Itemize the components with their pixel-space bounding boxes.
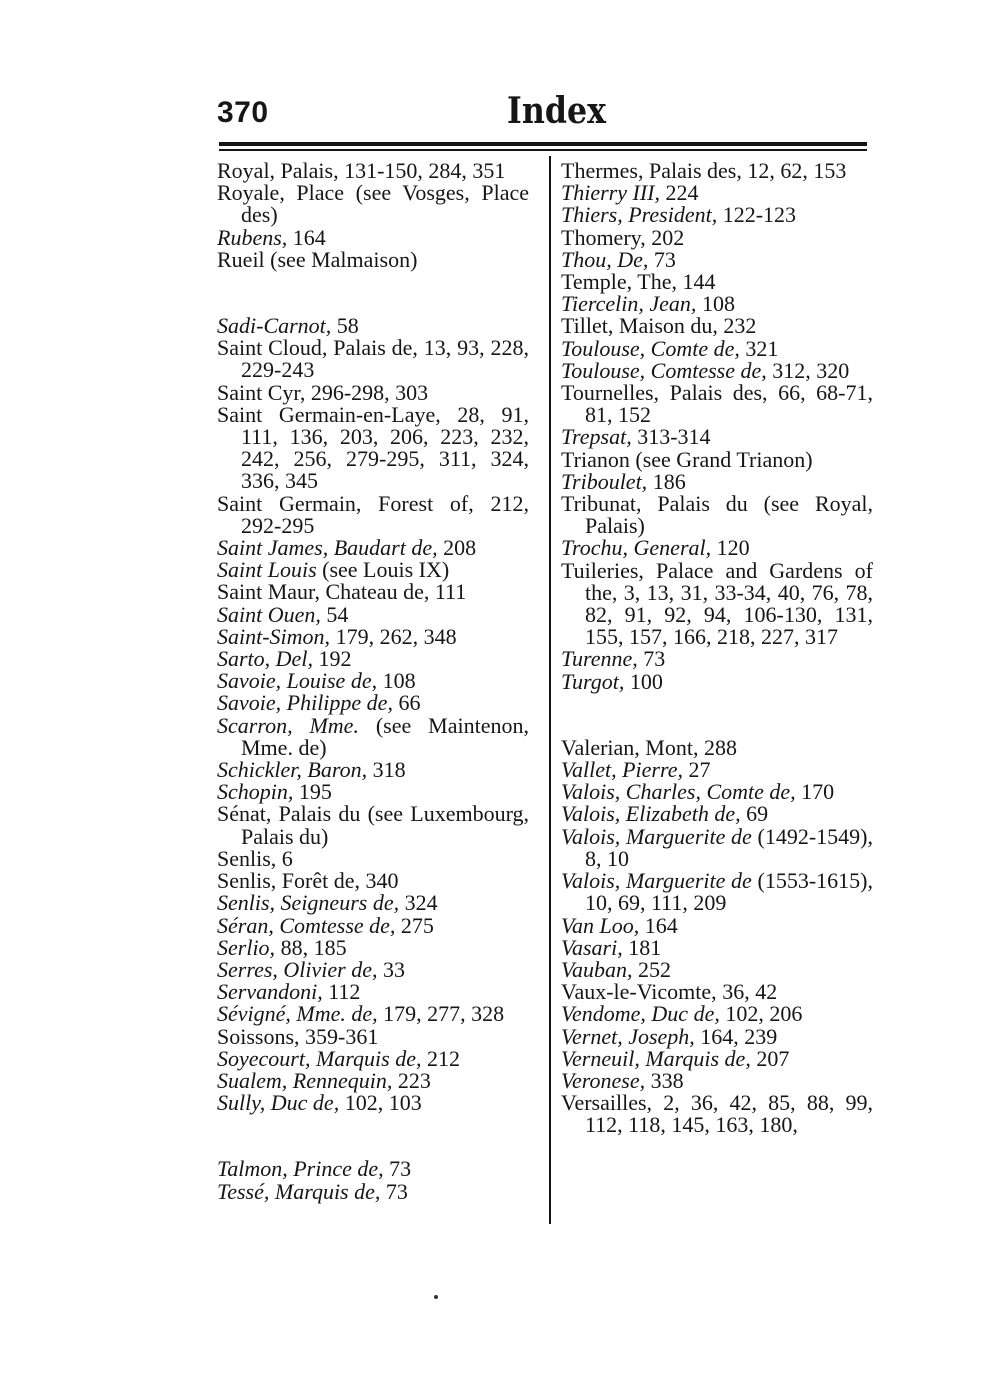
index-entry [561, 781, 873, 803]
index-entry-locator: 170 [795, 779, 835, 805]
index-entry-locator: 164, 239 [694, 1023, 778, 1049]
index-entry-locator: 321 [739, 335, 779, 361]
index-entry-heading: Valois, Elizabeth de, [561, 801, 741, 827]
index-entry-heading: Royal, Palais, [217, 158, 339, 183]
index-entry [561, 271, 873, 293]
index-entry [217, 559, 529, 581]
index-entry-heading: Scarron, Mme. [217, 712, 359, 738]
index-entry [561, 803, 873, 825]
index-entry-locator: 28, 91, 111, 136, 203, 206, 223, 232, 242, 256, 279-295, 311, 324, 336, 345 [241, 401, 529, 494]
index-entry-heading: Saint Germain-en-Laye, [217, 401, 441, 427]
index-entry [217, 981, 529, 1003]
index-entry-locator: 120 [711, 535, 750, 561]
index-entry [561, 493, 873, 537]
index-entry-heading: Triboulet, [561, 468, 648, 494]
index-entry-locator: 192 [312, 646, 352, 672]
index-entry [217, 956, 529, 982]
index-entry [561, 382, 873, 426]
index-entry-locator: 202 [645, 224, 685, 250]
index-entry-heading: Trochu, General, [561, 535, 712, 561]
index-entry [561, 537, 873, 559]
index-entry-locator: 144 [676, 269, 716, 295]
index-entry-locator: 108 [696, 291, 735, 317]
index-entry-heading: Tournelles, Palais des, [561, 380, 768, 406]
index-entry-locator: 27 [683, 757, 711, 783]
index-entry [217, 246, 529, 272]
index-entry-locator: 100 [624, 668, 663, 694]
index-entry-locator: 312, 320 [766, 357, 850, 383]
index-entry-heading: Tuileries, Palace and Gardens of the, [561, 557, 873, 605]
index-entry-locator: 275 [395, 912, 434, 938]
index-entry-heading: Vasari, [561, 934, 623, 960]
index-entry [561, 1092, 873, 1136]
index-entry [561, 956, 873, 982]
index-entry [217, 160, 529, 182]
index-entry-locator: (see Maintenon, Mme. de) [241, 712, 529, 760]
index-entry-heading: Serlio, [217, 934, 276, 960]
index-entry-locator: 54 [320, 601, 349, 627]
index-entry-locator: 164 [639, 912, 678, 938]
index-entry [217, 601, 529, 627]
index-entry-heading: Saint Cyr, [217, 379, 306, 405]
index-entry-locator: 73 [648, 246, 676, 272]
index-entry [217, 692, 529, 714]
index-entry-heading: Vendome, Duc de, [561, 1001, 720, 1027]
index-entry-locator: 212 [421, 1045, 460, 1071]
index-entry-locator: 338 [645, 1067, 684, 1093]
index-entry [217, 537, 529, 559]
index-entry-locator: 13, 93, 228, 229-243 [241, 335, 530, 383]
index-entry-locator: 195 [293, 779, 332, 805]
index-entry-locator: 324 [399, 890, 438, 916]
index-entry [217, 1178, 529, 1204]
index-entry-heading: Valois, Charles, Comte de, [561, 779, 796, 805]
index-entry [217, 845, 529, 871]
index-entry [561, 1003, 873, 1025]
index-entry-heading: Soissons, [217, 1023, 300, 1049]
index-entry-locator: 296-298, 303 [305, 379, 429, 405]
index-entry [561, 293, 873, 315]
index-entry-locator: 66, 68-71, 81, 152 [585, 380, 873, 428]
index-entry-heading: Tessé, Marquis de, [217, 1178, 381, 1204]
index-entry [561, 204, 873, 226]
index-entry-heading: Saint Louis [217, 557, 317, 583]
index-entry-heading: Saint Germain, Forest of, [217, 490, 474, 516]
index-entry-heading: Turgot, [561, 668, 625, 694]
index-entry [217, 1045, 529, 1071]
index-entry-heading: Rueil (see Malmaison) [217, 246, 418, 272]
index-entry-heading: Savoie, Louise de, [217, 668, 378, 694]
index-entry [217, 1092, 529, 1114]
index-entry [217, 1067, 529, 1093]
index-entry-heading: Tribunat, Palais du (see Royal, Palais) [561, 491, 873, 539]
index-entry [561, 734, 873, 760]
index-entry [561, 648, 873, 670]
index-entry [217, 182, 529, 226]
index-entry-locator: 73 [383, 1156, 412, 1182]
index-entry-locator: (see Louis IX) [316, 557, 450, 583]
index-entry-locator: 208 [437, 535, 477, 561]
index-entry-heading: Sadi-Carnot, [217, 313, 332, 339]
index-entry [561, 912, 873, 938]
index-entry-heading: Senlis, Seigneurs de, [217, 890, 400, 916]
index-entry-locator: 66 [392, 690, 421, 716]
index-entry [561, 426, 873, 448]
index-entry-heading: Van Loo, [561, 912, 640, 938]
index-entry [217, 1158, 529, 1180]
index-entry-locator: 33 [377, 956, 405, 982]
index-entry-locator: 232 [717, 313, 757, 339]
index-entry [561, 668, 873, 694]
index-entry [561, 160, 873, 182]
index-entry-heading: Soyecourt, Marquis de, [217, 1045, 422, 1071]
index-entry-heading: Serres, Olivier de, [217, 956, 378, 982]
index-entry-locator: 122-123 [717, 202, 797, 228]
index-entry-heading: Thierry III, [561, 180, 660, 206]
index-entry-heading: Valerian, Mont, [561, 734, 699, 760]
index-entry-locator: 73 [637, 646, 666, 672]
index-entry-heading: Saint Maur, Chateau de, [217, 579, 430, 605]
index-entry-heading: Saint James, Baudart de, [217, 535, 438, 561]
index-entry-heading: Temple, The, [561, 269, 677, 295]
index-entry-locator: 359-361 [299, 1023, 379, 1049]
index-entry-heading: Vernet, Joseph, [561, 1023, 695, 1049]
index-entry-locator: 2, 36, 42, 85, 88, 99, 112, 118, 145, 163, 180, [585, 1090, 873, 1138]
index-entry [217, 1003, 529, 1025]
print-speck [434, 1295, 438, 1299]
index-column-left [217, 160, 529, 1203]
index-entry [217, 401, 529, 494]
index-entry-locator: 58 [331, 313, 359, 339]
index-entry-locator: 102, 206 [719, 1001, 803, 1027]
index-entry-heading: Thermes, Palais des, [561, 158, 742, 183]
index-entry-locator: 212, 292-295 [241, 490, 529, 538]
index-entry-heading: Saint Ouen, [217, 601, 321, 627]
index-entry [561, 557, 873, 650]
index-entry-locator: (1553-1615), 10, 69, 111, 209 [585, 868, 873, 916]
index-entry-locator: 102, 103 [339, 1090, 422, 1116]
index-entry-heading: Trepsat, [561, 424, 632, 450]
page-title: Index [507, 90, 607, 132]
index-entry-locator: 73 [380, 1178, 408, 1204]
index-entry-locator: 88, 185 [275, 934, 347, 960]
index-entry [561, 981, 873, 1003]
index-entry-locator: 252 [632, 956, 671, 982]
index-entry-heading: Vaux-le-Vicomte, [561, 979, 717, 1005]
index-entry [561, 246, 873, 272]
index-entry-heading: Versailles, [561, 1090, 653, 1116]
index-entry-heading: Rubens, [217, 224, 288, 250]
index-entry-heading: Senlis, [217, 845, 277, 871]
index-entry [217, 315, 529, 337]
index-entry-heading: Toulouse, Comte de, [561, 335, 740, 361]
index-entry [561, 934, 873, 960]
index-entry-heading: Talmon, Prince de, [217, 1156, 384, 1182]
index-entry [217, 670, 529, 692]
index-entry-heading: Schickler, Baron, [217, 757, 368, 783]
index-entry [217, 892, 529, 914]
index-entry-locator: 207 [750, 1045, 790, 1071]
index-entry-locator: 181 [622, 934, 662, 960]
index-entry-locator: 108 [377, 668, 416, 694]
index-entry [217, 712, 529, 760]
index-entry-heading: Sénat, Palais du (see Luxembourg, Palais du) [217, 801, 529, 849]
letter-section-gap [561, 693, 873, 737]
index-entry [217, 803, 529, 847]
index-entry-locator: 112 [322, 979, 361, 1005]
index-entry-heading: Verneuil, Marquis de, [561, 1045, 751, 1071]
index-entry [217, 581, 529, 603]
index-entry [217, 623, 529, 649]
index-entry [561, 446, 873, 472]
index-entry-locator: 179, 262, 348 [330, 623, 457, 649]
index-entry [217, 379, 529, 405]
index-entry [561, 182, 873, 204]
index-entry-heading: Toulouse, Comtesse de, [561, 357, 767, 383]
index-entry-locator: 179, 277, 328 [377, 1001, 505, 1027]
index-entry-heading: Sarto, Del, [217, 646, 313, 672]
index-entry-heading: Sualem, Rennequin, [217, 1067, 393, 1093]
column-divider [549, 156, 551, 1224]
index-entry-locator: (1492-1549), 8, 10 [585, 823, 873, 871]
index-entry [561, 315, 873, 337]
index-entry [217, 490, 529, 538]
index-entry [561, 759, 873, 781]
index-entry-locator: 224 [659, 180, 699, 206]
index-entry [561, 823, 873, 871]
index-entry [217, 337, 529, 381]
index-entry-heading: Saint-Simon, [217, 623, 331, 649]
index-entry-heading: Savoie, Philippe de, [217, 690, 393, 716]
index-entry [561, 357, 873, 383]
index-entry-locator: 313-314 [631, 424, 711, 450]
index-entry-locator: 111 [429, 579, 467, 605]
index-column-right [561, 160, 873, 1137]
index-entry-heading: Senlis, Forêt de, [217, 868, 360, 894]
index-entry-locator: 340 [360, 868, 399, 894]
index-entry-heading: Vallet, Pierre, [561, 757, 683, 783]
index-entry-heading: Tillet, Maison du, [561, 313, 718, 339]
index-entry [561, 468, 873, 494]
index-entry-heading: Veronese, [561, 1067, 646, 1093]
index-entry [217, 912, 529, 938]
index-entry-heading: Royale, Place (see Vosges, Place des) [217, 180, 529, 228]
index-entry-locator: 223 [392, 1067, 431, 1093]
index-entry [217, 870, 529, 892]
index-entry [217, 224, 529, 250]
index-entry-locator: 288 [698, 734, 737, 760]
index-entry-heading: Schopin, [217, 779, 294, 805]
index-entry-locator: 69 [740, 801, 769, 827]
index-entry [561, 1067, 873, 1093]
index-entry [217, 759, 529, 781]
index-entry-locator: 131-150, 284, 351 [338, 158, 506, 183]
index-entry [217, 648, 529, 670]
index-entry [561, 870, 873, 914]
index-entry-locator: 164 [287, 224, 326, 250]
letter-section-gap [217, 271, 529, 315]
index-entry-heading: Thou, De, [561, 246, 649, 272]
index-entry [561, 1045, 873, 1071]
index-entry [561, 1023, 873, 1049]
index-entry-locator: 36, 42 [716, 979, 778, 1005]
index-entry-heading: Valois, Marguerite de [561, 868, 752, 894]
index-entry [217, 781, 529, 803]
index-entry-locator: 12, 62, 153 [741, 158, 847, 183]
index-entry-heading: Sully, Duc de, [217, 1090, 340, 1116]
letter-section-gap [217, 1114, 529, 1158]
index-entry-locator: 186 [647, 468, 686, 494]
index-entry [217, 1023, 529, 1049]
index-entry-heading: Sévigné, Mme. de, [217, 1001, 378, 1027]
index-entry-heading: Trianon (see Grand Trianon) [561, 446, 813, 472]
index-entry-heading: Servandoni, [217, 979, 323, 1005]
index-entry-heading: Vauban, [561, 956, 633, 982]
index-entry [217, 934, 529, 960]
index-entry [561, 335, 873, 361]
header-rule-thin [219, 149, 867, 151]
index-entry-heading: Saint Cloud, Palais de, [217, 335, 418, 361]
index-entry-heading: Tiercelin, Jean, [561, 291, 697, 317]
header-rule-thick [219, 142, 867, 146]
index-entry-locator: 6 [276, 845, 293, 871]
index-entry-heading: Séran, Comtesse de, [217, 912, 396, 938]
index-entry-heading: Turenne, [561, 646, 638, 672]
index-entry-locator: 3, 13, 31, 33-34, 40, 76, 78, 82, 91, 92, 94, 106-130, 131, 155, 157, 166, 218, 227, 317 [585, 579, 873, 650]
page-number: 370 [217, 96, 269, 129]
index-entry-heading: Valois, Marguerite de [561, 823, 752, 849]
index-entry [561, 224, 873, 250]
index-entry-heading: Thomery, [561, 224, 646, 250]
index-entry-locator: 318 [367, 757, 406, 783]
index-entry-heading: Thiers, President, [561, 202, 718, 228]
